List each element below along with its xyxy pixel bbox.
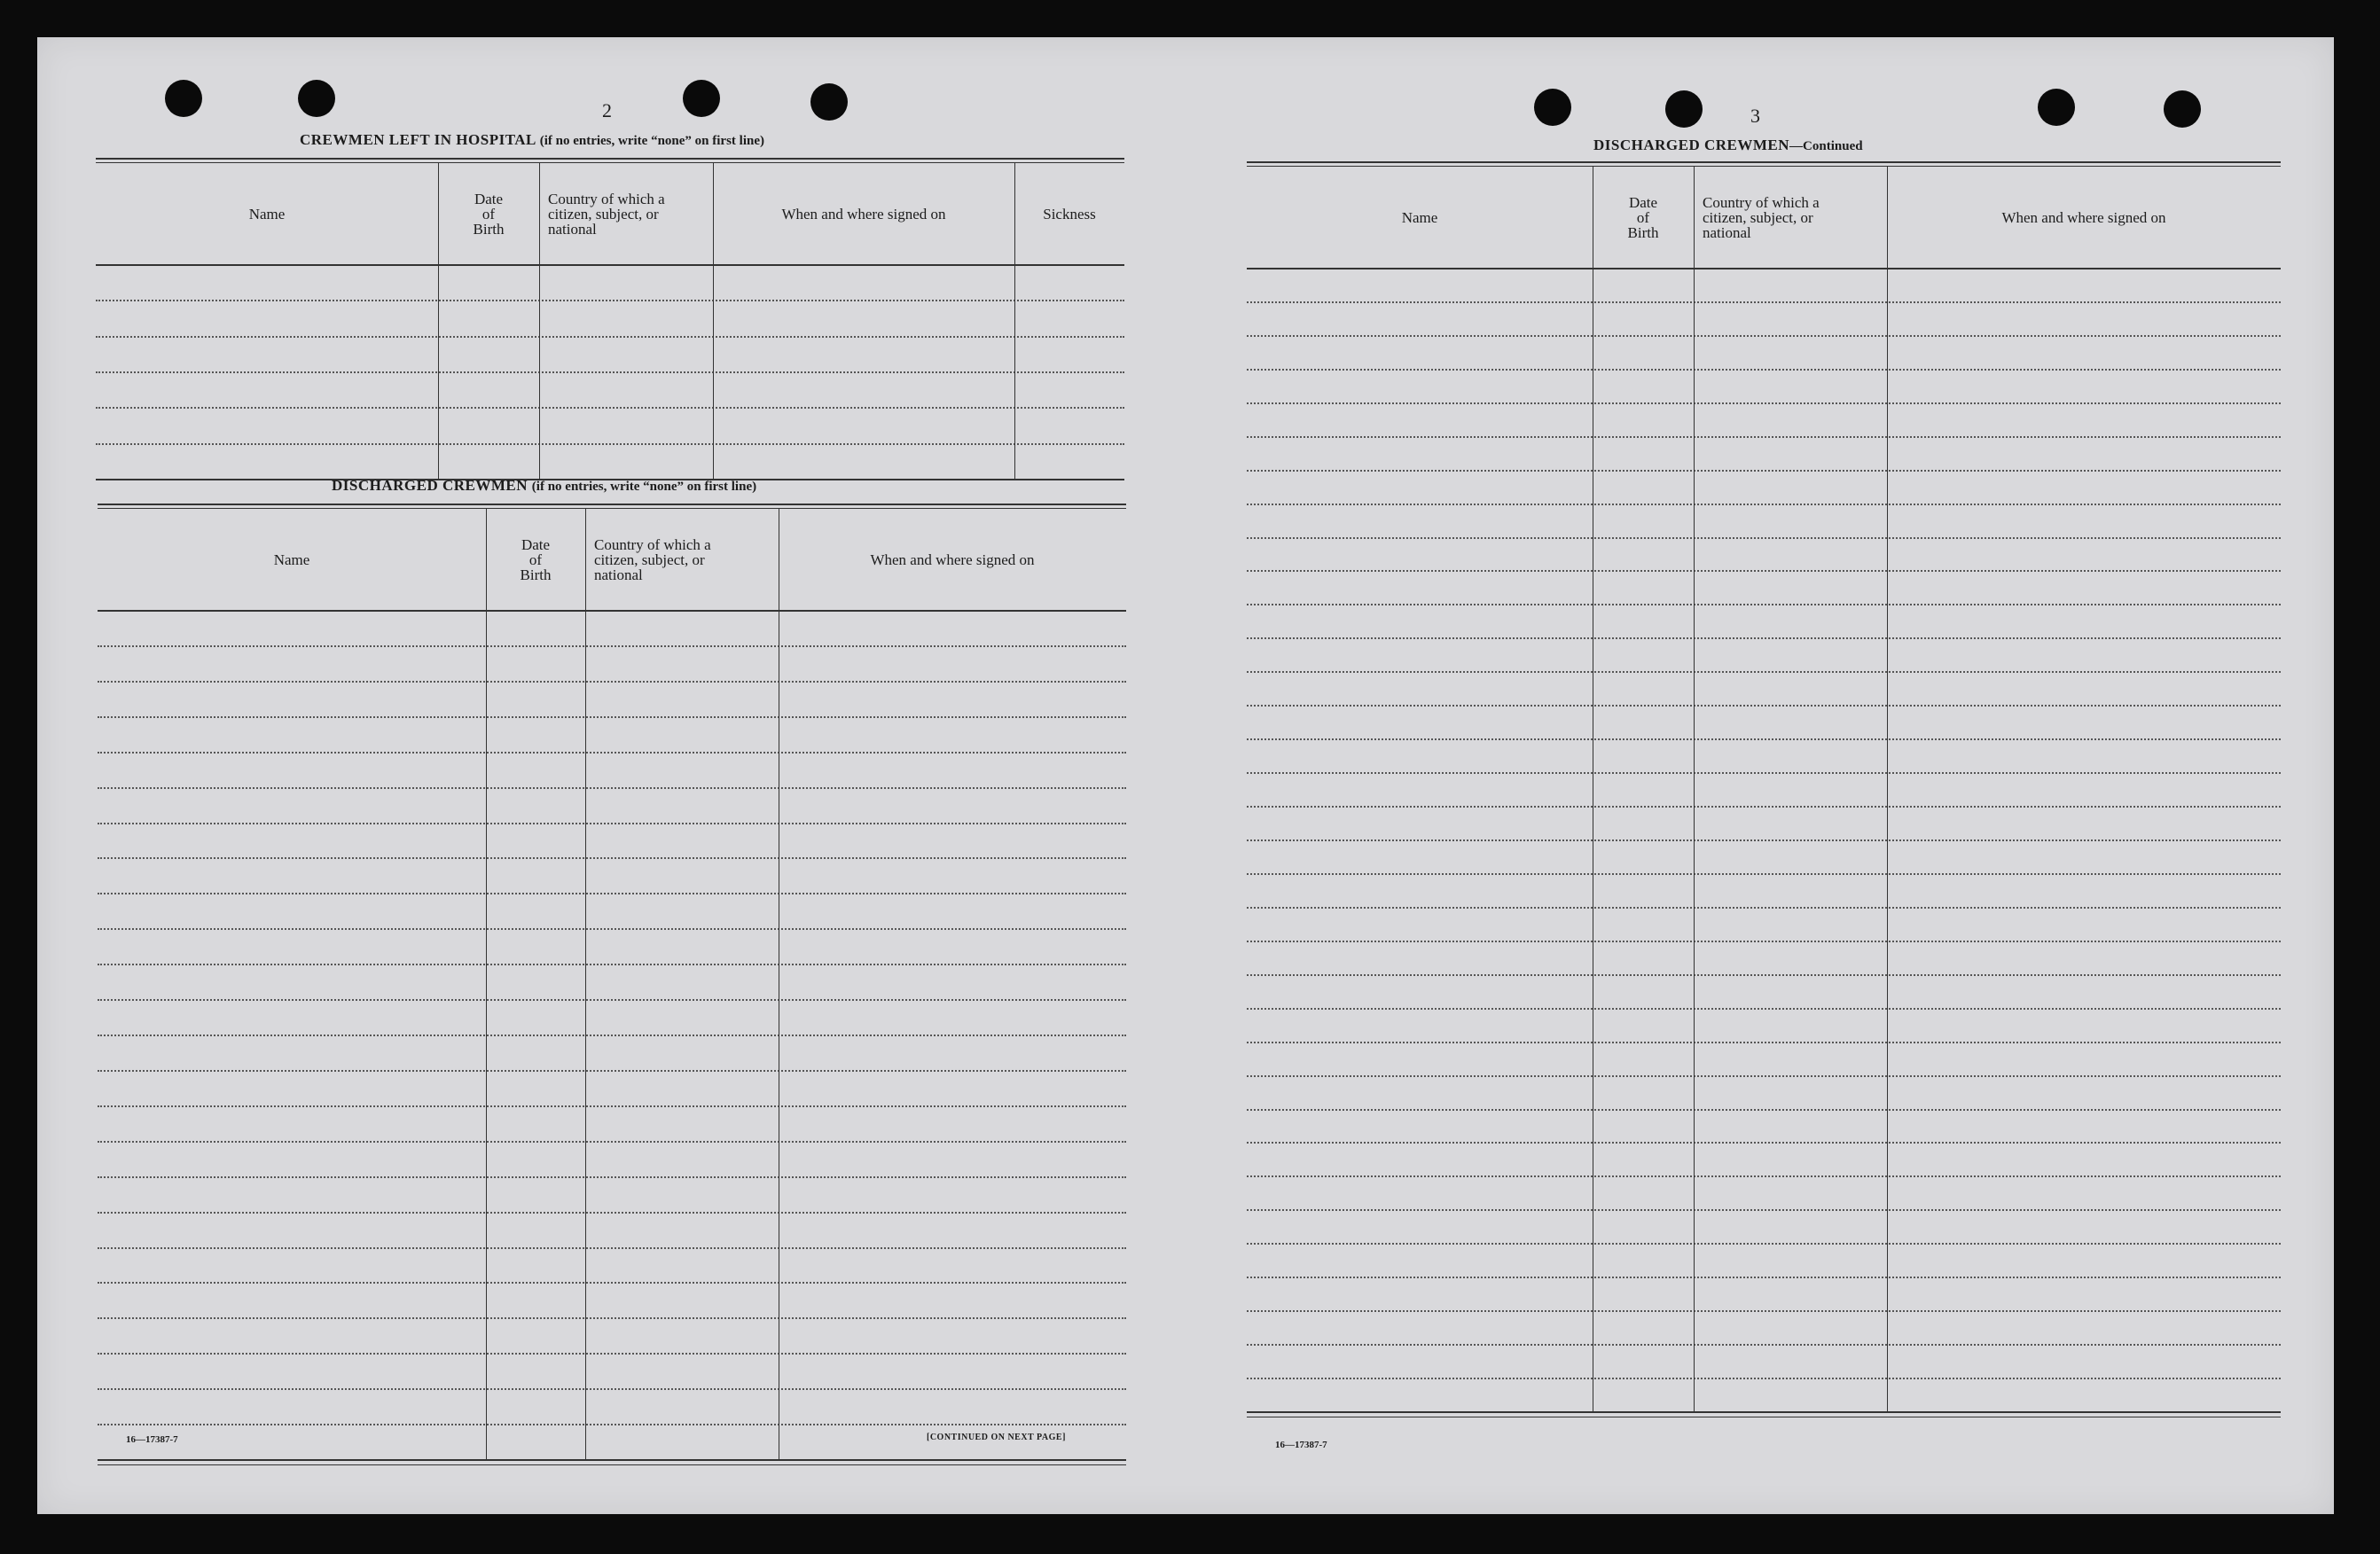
column-divider [585, 508, 586, 1459]
discharged-title-text: DISCHARGED CREWMEN [332, 477, 528, 494]
table-row[interactable] [98, 645, 1126, 647]
table-row[interactable] [1247, 671, 2281, 673]
hospital-instruction: (if no entries, write “none” on first line) [539, 134, 764, 148]
column-header: Date of Birth [520, 535, 552, 583]
table-row[interactable] [98, 928, 1126, 930]
discharged-section-title [332, 477, 756, 495]
table-row[interactable] [98, 1282, 1126, 1284]
punch-hole [165, 80, 202, 117]
discharged-continued-table [1247, 161, 2281, 1434]
table-row[interactable] [1247, 1175, 2281, 1177]
table-row[interactable] [98, 1176, 1126, 1178]
table-row[interactable] [1247, 1075, 2281, 1077]
table-row[interactable] [1247, 1411, 2281, 1413]
table-row[interactable] [1247, 772, 2281, 774]
ledger-sheet [37, 37, 2334, 1514]
table-row[interactable] [1247, 1344, 2281, 1346]
column-header: Country of which a citizen, subject, or national [548, 190, 665, 238]
table-row[interactable] [1247, 537, 2281, 539]
table-row[interactable] [1247, 1310, 2281, 1312]
table-row[interactable] [98, 1070, 1126, 1072]
discharged-instruction: (if no entries, write “none” on first line) [531, 480, 757, 494]
column-divider [486, 508, 487, 1459]
column-header: Name [273, 551, 310, 568]
column-header: Name [1401, 208, 1438, 226]
table-row[interactable] [98, 681, 1126, 683]
table-row[interactable] [1247, 570, 2281, 572]
table-row[interactable] [96, 443, 1124, 445]
punch-hole [2038, 89, 2075, 126]
punch-hole [2164, 90, 2201, 128]
table-row[interactable] [1247, 604, 2281, 605]
table-row[interactable] [98, 893, 1126, 894]
hospital-section-title [300, 131, 764, 149]
discharged-continued-title-text: DISCHARGED CREWMEN [1593, 137, 1790, 153]
table-bottom-rule [98, 1464, 1126, 1465]
table-row[interactable] [1247, 637, 2281, 639]
page-number-left: 2 [602, 99, 612, 121]
table-row[interactable] [1247, 907, 2281, 909]
continued-note: [CONTINUED ON NEXT PAGE] [927, 1433, 1066, 1442]
punch-hole [1534, 89, 1571, 126]
table-row[interactable] [98, 1424, 1126, 1425]
table-row[interactable] [96, 371, 1124, 373]
column-header: Date of Birth [1627, 193, 1659, 241]
table-row[interactable] [1247, 941, 2281, 942]
table-row[interactable] [1247, 436, 2281, 438]
table-row[interactable] [96, 407, 1124, 409]
table-row[interactable] [98, 752, 1126, 754]
table-row[interactable] [1247, 1042, 2281, 1043]
table-row[interactable] [1247, 335, 2281, 337]
table-row[interactable] [1247, 470, 2281, 472]
table-row[interactable] [98, 857, 1126, 859]
table-row[interactable] [98, 1317, 1126, 1319]
table-row[interactable] [1247, 1378, 2281, 1379]
page-number-right: 3 [1750, 105, 1760, 127]
column-header: Sickness [1043, 205, 1096, 223]
column-divider [1014, 162, 1015, 479]
table-row[interactable] [1247, 839, 2281, 841]
table-row[interactable] [1247, 1109, 2281, 1111]
column-header: Date of Birth [473, 190, 505, 238]
table-row[interactable] [1247, 1008, 2281, 1010]
hospital-title-text: CREWMEN LEFT IN HOSPITAL [300, 131, 536, 148]
table-row[interactable] [98, 1388, 1126, 1390]
table-row[interactable] [1247, 1277, 2281, 1278]
punch-hole [810, 83, 848, 121]
table-row[interactable] [98, 1212, 1126, 1214]
table-row[interactable] [98, 1035, 1126, 1036]
punch-hole [683, 80, 720, 117]
table-row[interactable] [98, 1105, 1126, 1107]
table-row[interactable] [1247, 806, 2281, 808]
table-row[interactable] [96, 300, 1124, 301]
title-suffix: —Continued [1789, 139, 1863, 153]
table-row[interactable] [1247, 974, 2281, 976]
column-header: Country of which a citizen, subject, or national [1703, 193, 1820, 241]
form-number-right: 16—17387-7 [1275, 1440, 1327, 1450]
table-row[interactable] [1247, 1209, 2281, 1211]
table-row[interactable] [98, 1353, 1126, 1355]
column-divider [713, 162, 714, 479]
table-row[interactable] [1247, 1243, 2281, 1245]
table-row[interactable] [1247, 301, 2281, 303]
column-header: When and where signed on [2001, 208, 2166, 226]
column-divider [539, 162, 540, 479]
column-divider [1887, 166, 1888, 1411]
table-row[interactable] [98, 823, 1126, 824]
table-row[interactable] [1247, 738, 2281, 740]
table-row[interactable] [98, 1141, 1126, 1143]
table-row[interactable] [1247, 705, 2281, 707]
table-row[interactable] [98, 1247, 1126, 1249]
table-row[interactable] [1247, 402, 2281, 404]
table-row[interactable] [98, 999, 1126, 1001]
column-header: When and where signed on [870, 551, 1035, 568]
discharged-continued-title [1593, 137, 1863, 154]
table-row[interactable] [98, 964, 1126, 965]
table-row[interactable] [1247, 1142, 2281, 1144]
table-row[interactable] [1247, 504, 2281, 505]
column-header: When and where signed on [781, 205, 946, 223]
punch-hole [298, 80, 335, 117]
table-row[interactable] [96, 336, 1124, 338]
table-row[interactable] [1247, 369, 2281, 371]
column-header: Country of which a citizen, subject, or national [594, 535, 711, 583]
table-row[interactable] [98, 787, 1126, 789]
table-row[interactable] [98, 716, 1126, 718]
column-divider [438, 162, 439, 479]
form-number-left: 16—17387-7 [126, 1434, 178, 1445]
punch-hole [1665, 90, 1703, 128]
hospital-table [96, 158, 1124, 488]
column-header: Name [248, 205, 286, 223]
column-divider [1694, 166, 1695, 1411]
table-row[interactable] [1247, 873, 2281, 875]
table-row[interactable] [98, 1459, 1126, 1461]
discharged-table [98, 504, 1126, 1425]
